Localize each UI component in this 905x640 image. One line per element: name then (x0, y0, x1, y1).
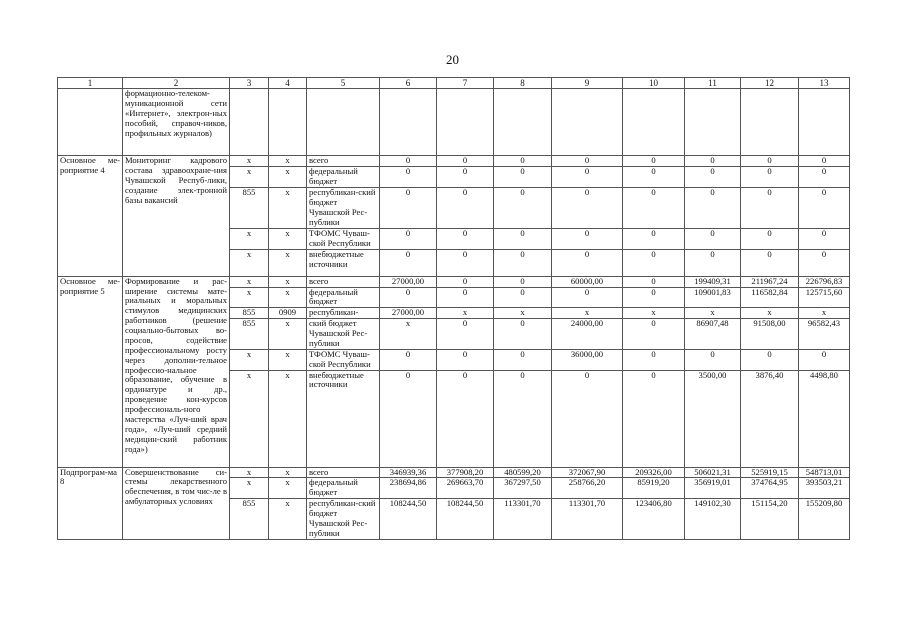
rzpr-code-cell: x (269, 467, 307, 478)
column-number-10: 10 (623, 78, 685, 89)
grbs-code-cell: x (230, 467, 269, 478)
amount-cell: 0 (623, 249, 685, 276)
rzpr-code-cell: x (269, 276, 307, 287)
grbs-code-cell: x (230, 167, 269, 188)
amount-cell: 0 (799, 228, 850, 249)
amount-cell: 0 (437, 228, 494, 249)
column-number-3: 3 (230, 78, 269, 89)
amount-cell: 0 (741, 156, 799, 167)
amount-cell: 0 (380, 287, 437, 308)
amount-cell: 0 (552, 249, 623, 276)
amount-cell: 0 (552, 370, 623, 467)
amount-cell: 506021,31 (685, 467, 741, 478)
rzpr-code-cell: x (269, 370, 307, 467)
funding-source-cell (307, 89, 380, 156)
amount-cell: 0 (494, 319, 552, 350)
amount-cell: 0 (623, 167, 685, 188)
amount-cell: 258766,20 (552, 478, 623, 499)
grbs-code-cell: 855 (230, 319, 269, 350)
amount-cell: 0 (799, 349, 850, 370)
amount-cell: 0 (380, 167, 437, 188)
item-type-cell (58, 89, 123, 156)
rzpr-code-cell: x (269, 287, 307, 308)
amount-cell: 525919,15 (741, 467, 799, 478)
amount-cell (741, 89, 799, 156)
amount-cell: 0 (437, 276, 494, 287)
amount-cell: 0 (623, 287, 685, 308)
amount-cell: 211967,24 (741, 276, 799, 287)
column-number-1: 1 (58, 78, 123, 89)
column-number-4: 4 (269, 78, 307, 89)
amount-cell: 372067,90 (552, 467, 623, 478)
amount-cell: 0 (437, 370, 494, 467)
grbs-code-cell: x (230, 287, 269, 308)
amount-cell: 0 (380, 349, 437, 370)
amount-cell: 24000,00 (552, 319, 623, 350)
amount-cell: 0 (685, 349, 741, 370)
amount-cell: 0 (552, 228, 623, 249)
rzpr-code-cell: x (269, 167, 307, 188)
table-row (58, 276, 850, 287)
amount-cell: 4498,80 (799, 370, 850, 467)
table-row (58, 467, 850, 478)
item-type-cell: Основное ме-роприятие 4 (58, 156, 123, 276)
amount-cell: 0 (685, 167, 741, 188)
amount-cell: 0 (437, 249, 494, 276)
funding-source-cell: всего (307, 276, 380, 287)
funding-source-cell: ТФОМС Чуваш-ской Республики (307, 349, 380, 370)
amount-cell: 0 (494, 276, 552, 287)
column-number-5: 5 (307, 78, 380, 89)
amount-cell: x (685, 308, 741, 319)
grbs-code-cell: x (230, 249, 269, 276)
amount-cell: 27000,00 (380, 276, 437, 287)
page-number: 20 (446, 52, 459, 67)
amount-cell: 209326,00 (623, 467, 685, 478)
amount-cell: 0 (380, 187, 437, 228)
amount-cell: 0 (494, 167, 552, 188)
amount-cell: 367297,50 (494, 478, 552, 499)
grbs-code-cell: 855 (230, 308, 269, 319)
amount-cell: 0 (494, 228, 552, 249)
amount-cell: 0 (437, 187, 494, 228)
amount-cell: 155209,80 (799, 499, 850, 540)
column-number-7: 7 (437, 78, 494, 89)
column-number-12: 12 (741, 78, 799, 89)
funding-source-cell: республикан-ский бюджет Чувашской Рес-публики (307, 187, 380, 228)
column-number-11: 11 (685, 78, 741, 89)
amount-cell: 86907,48 (685, 319, 741, 350)
amount-cell: 0 (741, 167, 799, 188)
amount-cell: 123406,80 (623, 499, 685, 540)
amount-cell: 0 (685, 228, 741, 249)
amount-cell (380, 89, 437, 156)
grbs-code-cell: x (230, 349, 269, 370)
amount-cell: 0 (437, 156, 494, 167)
item-type-cell: Подпрограм-ма 8 (58, 467, 123, 540)
amount-cell: 0 (494, 370, 552, 467)
item-description-cell: формационно-телеком-муникационной сети «Интернет», электрон-ных пособий, справоч-ников, профильных журналов) (123, 89, 230, 156)
grbs-code-cell: x (230, 276, 269, 287)
amount-cell: 0 (437, 319, 494, 350)
amount-cell: 238694,86 (380, 478, 437, 499)
amount-cell: 0 (437, 167, 494, 188)
grbs-code-cell: x (230, 228, 269, 249)
amount-cell: 0 (494, 156, 552, 167)
amount-cell: 0 (741, 349, 799, 370)
amount-cell: 108244,50 (380, 499, 437, 540)
funding-source-cell: республикан-ский бюджет Чувашской Рес-публики (307, 499, 380, 540)
grbs-code-cell (230, 89, 269, 156)
table-row (58, 89, 850, 156)
amount-cell: 226796,83 (799, 276, 850, 287)
item-description-cell: Формирование и рас-ширение системы мате-риальных и моральных стимулов медицинских работников (решение социально-бытовых во-просов, содействие профессиональному росту через дополни-тельное профессио-нальное образование, обучение в ординатуре и др., проведение кон-курсов профессиональ-ного мастерства «Луч-ший врач года», «Луч-ший средний медицин-ский работник года») (123, 276, 230, 467)
amount-cell: 0 (623, 370, 685, 467)
amount-cell: 548713,01 (799, 467, 850, 478)
amount-cell: 0 (741, 249, 799, 276)
rzpr-code-cell: x (269, 349, 307, 370)
amount-cell: 3876,40 (741, 370, 799, 467)
item-description-cell: Совершенствование си-стемы лекарственного обеспечения, в том чис-ле в амбулаторных условиях (123, 467, 230, 540)
amount-cell: 377908,20 (437, 467, 494, 478)
amount-cell: 0 (623, 319, 685, 350)
amount-cell (685, 89, 741, 156)
amount-cell: 116582,84 (741, 287, 799, 308)
amount-cell (494, 89, 552, 156)
table-row (58, 156, 850, 167)
amount-cell: 108244,50 (437, 499, 494, 540)
funding-source-cell: ТФОМС Чуваш-ской Республики (307, 228, 380, 249)
item-description-cell: Мониторинг кадрового состава здравоохране-ния Чувашской Респуб-лики, создание элек-тронной базы вакансий (123, 156, 230, 276)
amount-cell (552, 89, 623, 156)
amount-cell: x (741, 308, 799, 319)
funding-source-cell: ский бюджет Чувашской Рес-публики (307, 319, 380, 350)
amount-cell (437, 89, 494, 156)
amount-cell: 0 (685, 156, 741, 167)
amount-cell: x (380, 319, 437, 350)
rzpr-code-cell: 0909 (269, 308, 307, 319)
amount-cell: 0 (380, 228, 437, 249)
amount-cell: 0 (552, 156, 623, 167)
amount-cell: 356919,01 (685, 478, 741, 499)
amount-cell: 480599,20 (494, 467, 552, 478)
funding-source-cell: федеральный бюджет (307, 287, 380, 308)
amount-cell: x (799, 308, 850, 319)
funding-source-cell: внебюджетные источники (307, 249, 380, 276)
amount-cell: 0 (437, 287, 494, 308)
rzpr-code-cell: x (269, 228, 307, 249)
amount-cell: x (552, 308, 623, 319)
column-number-9: 9 (552, 78, 623, 89)
amount-cell: 0 (437, 349, 494, 370)
amount-cell: 3500,00 (685, 370, 741, 467)
amount-cell: 0 (623, 228, 685, 249)
item-type-cell: Основное ме-роприятие 5 (58, 276, 123, 467)
amount-cell: 149102,30 (685, 499, 741, 540)
rzpr-code-cell (269, 89, 307, 156)
amount-cell: 36000,00 (552, 349, 623, 370)
funding-source-cell: всего (307, 156, 380, 167)
amount-cell: 96582,43 (799, 319, 850, 350)
funding-source-cell: внебюджетные источники (307, 370, 380, 467)
amount-cell: 151154,20 (741, 499, 799, 540)
column-number-8: 8 (494, 78, 552, 89)
amount-cell: x (494, 308, 552, 319)
amount-cell: 199409,31 (685, 276, 741, 287)
grbs-code-cell: x (230, 156, 269, 167)
rzpr-code-cell: x (269, 249, 307, 276)
amount-cell: 0 (552, 167, 623, 188)
funding-source-cell: всего (307, 467, 380, 478)
amount-cell: 0 (494, 287, 552, 308)
amount-cell: 0 (494, 187, 552, 228)
amount-cell: 0 (741, 187, 799, 228)
amount-cell: 269663,70 (437, 478, 494, 499)
rzpr-code-cell: x (269, 478, 307, 499)
amount-cell: 113301,70 (494, 499, 552, 540)
column-number-13: 13 (799, 78, 850, 89)
amount-cell: 393503,21 (799, 478, 850, 499)
rzpr-code-cell: x (269, 156, 307, 167)
amount-cell: 0 (623, 276, 685, 287)
grbs-code-cell: 855 (230, 187, 269, 228)
column-number-2: 2 (123, 78, 230, 89)
amount-cell (623, 89, 685, 156)
funding-source-cell: федеральный бюджет (307, 167, 380, 188)
amount-cell: 374764,95 (741, 478, 799, 499)
grbs-code-cell: 855 (230, 499, 269, 540)
amount-cell: 0 (685, 249, 741, 276)
grbs-code-cell: x (230, 370, 269, 467)
amount-cell (799, 89, 850, 156)
amount-cell: 125715,60 (799, 287, 850, 308)
table-header-row (58, 78, 850, 89)
program-financing-table (57, 77, 850, 540)
rzpr-code-cell: x (269, 499, 307, 540)
amount-cell: 0 (380, 370, 437, 467)
amount-cell: 109001,83 (685, 287, 741, 308)
amount-cell: 0 (494, 249, 552, 276)
amount-cell: 0 (623, 156, 685, 167)
amount-cell: x (623, 308, 685, 319)
amount-cell: 346939,36 (380, 467, 437, 478)
amount-cell: 0 (552, 287, 623, 308)
amount-cell: 0 (799, 187, 850, 228)
amount-cell: 0 (799, 249, 850, 276)
rzpr-code-cell: x (269, 187, 307, 228)
amount-cell: 91508,00 (741, 319, 799, 350)
amount-cell: 0 (799, 156, 850, 167)
amount-cell: 0 (380, 156, 437, 167)
amount-cell: 0 (799, 167, 850, 188)
amount-cell: 27000,00 (380, 308, 437, 319)
amount-cell: 0 (623, 187, 685, 228)
amount-cell: 0 (494, 349, 552, 370)
amount-cell: 0 (741, 228, 799, 249)
amount-cell: x (437, 308, 494, 319)
rzpr-code-cell: x (269, 319, 307, 350)
grbs-code-cell: x (230, 478, 269, 499)
amount-cell: 0 (552, 187, 623, 228)
column-number-6: 6 (380, 78, 437, 89)
funding-source-cell: республикан- (307, 308, 380, 319)
amount-cell: 85919,20 (623, 478, 685, 499)
amount-cell: 0 (380, 249, 437, 276)
amount-cell: 0 (623, 349, 685, 370)
funding-source-cell: федеральный бюджет (307, 478, 380, 499)
amount-cell: 0 (685, 187, 741, 228)
amount-cell: 113301,70 (552, 499, 623, 540)
amount-cell: 60000,00 (552, 276, 623, 287)
